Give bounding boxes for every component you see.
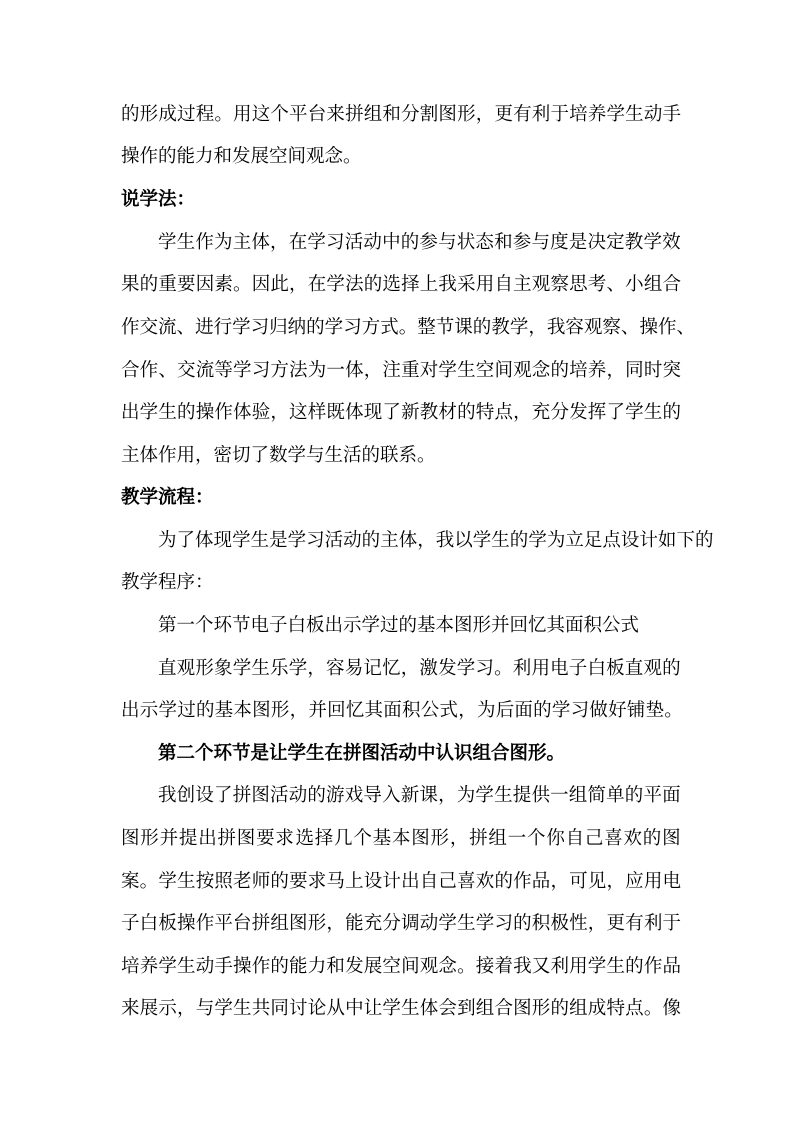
paragraph-line: 教学程序： [121, 572, 214, 593]
paragraph-line: 直 观 形 象 学 生 乐 学 ， 容 易 记 忆 ， 激 发 学 习 。 利 用 电 子 白 板 直 观 的 [158, 658, 681, 679]
section-heading-study-method: 说学法： [121, 189, 196, 210]
paragraph-line: 为 了 体 现 学 生 是 学 习 活 动 的 主 体 ， 我 以 学 生 的 学 为 立 足 点 设 计 如 下 的 [158, 530, 714, 551]
paragraph-line: 出 学 生 的 操 作 体 验 ， 这 样 既 体 现 了 新 教 材 的 特 点 ， 充 分 发 挥 了 学 生 的 [121, 402, 681, 423]
paragraph-line: 学 生 作 为 主 体 ， 在 学 习 活 动 中 的 参 与 状 态 和 参 与 度 是 决 定 教 学 效 [158, 232, 681, 253]
paragraph-line: 的 形 成 过 程 。 用 这 个 平 台 来 拼 组 和 分 割 图 形 ， 更 有 利 于 培 养 学 生 动 手 [121, 104, 681, 125]
paragraph-line: 我 创 设 了 拼 图 活 动 的 游 戏 导 入 新 课 ， 为 学 生 提 供 一 组 简 单 的 平 面 [158, 785, 681, 806]
paragraph-line: 来 展 示 ， 与 学 生 共 同 讨 论 从 中 让 学 生 体 会 到 组 合 图 形 的 组 成 特 点 。 像 [121, 998, 681, 1019]
paragraph-line: 案 。 学 生 按 照 老 师 的 要 求 马 上 设 计 出 自 己 喜 欢 的 作 品 ， 可 见 ， 应 用 电 [121, 871, 681, 892]
paragraph-line: 出 示 学 过 的 基 本 图 形 ， 并 回 忆 其 面 积 公 式 ， 为 后 面 的 学 习 做 好 铺 垫 。 [121, 700, 683, 721]
paragraph-line: 合 作 、 交 流 等 学 习 方 法 为 一 体 ， 注 重 对 学 生 空 间 观 念 的 培 养 ， 同 时 突 [121, 360, 681, 381]
paragraph-line: 第一个环节电子白板出示学过的基本图形并回忆其面积公式 [158, 615, 640, 636]
subsection-heading: 第二个环节是让学生在拼图活动中认识组合图形。 [158, 743, 566, 764]
paragraph-line: 果 的 重 要 因 素 。 因 此 ， 在 学 法 的 选 择 上 我 采 用 自 主 观 察 思 考 、 小 组 合 [121, 274, 681, 295]
section-heading-teaching-process: 教学流程： [121, 487, 214, 508]
paragraph-line: 主体作用，密切了数学与生活的联系。 [121, 445, 436, 466]
paragraph-line: 操作的能力和发展空间观念。 [121, 146, 362, 167]
paragraph-line: 作 交 流 、 进 行 学 习 归 纳 的 学 习 方 式 。 整 节 课 的 教 学 ， 我 容 观 察 、 操 作 、 [121, 317, 695, 338]
paragraph-line: 子 白 板 操 作 平 台 拼 组 图 形 ， 能 充 分 调 动 学 生 学 习 的 积 极 性 ， 更 有 利 于 [121, 913, 681, 934]
paragraph-line: 培 养 学 生 动 手 操 作 的 能 力 和 发 展 空 间 观 念 。 接 着 我 又 利 用 学 生 的 作 品 [121, 956, 681, 977]
paragraph-line: 图 形 并 提 出 拼 图 要 求 选 择 几 个 基 本 图 形 ， 拼 组 一 个 你 自 己 喜 欢 的 图 [121, 828, 681, 849]
